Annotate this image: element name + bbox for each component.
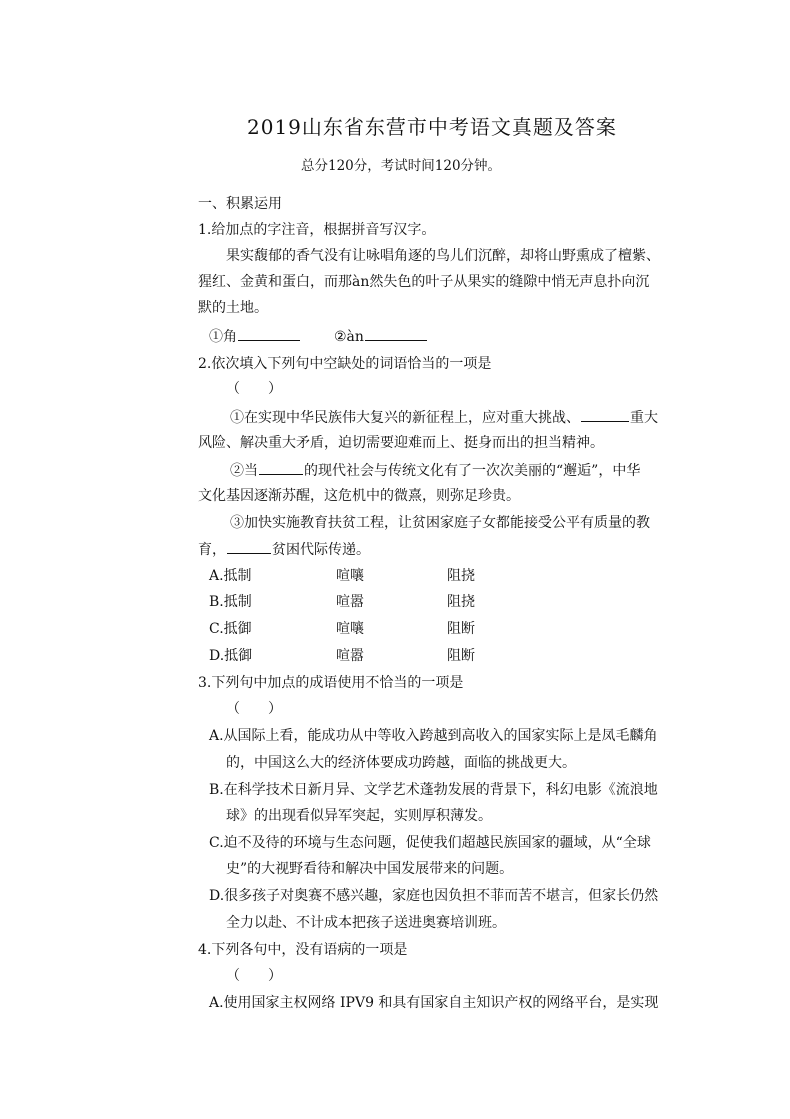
option-col-2: 喧嚷 (336, 568, 364, 584)
q4-option-a-line-1[interactable]: A.使用国家主权网络 IPV9 和具有国家自主知识产权的网络平台，是实现 (209, 995, 659, 1011)
q2-s3-text: 育， (198, 542, 226, 558)
option-col-1: A.抵制 (209, 568, 252, 584)
q2-option-d[interactable] (209, 646, 509, 666)
section-heading: 一、积累运用 (198, 196, 282, 212)
q2-option-a[interactable] (209, 566, 509, 586)
answer-blank[interactable] (365, 326, 427, 341)
q4-stem: 4.下列各句中，没有语病的一项是 (198, 942, 408, 958)
q1-stem: 1.给加点的字注音，根据拼音写汉字。 (198, 222, 436, 238)
option-col-2: 喧嚣 (336, 594, 364, 610)
q3-option-d-line-2: 全力以赴、不计成本把孩子送进奥赛培训班。 (226, 915, 506, 931)
option-col-1: D.抵御 (209, 648, 253, 664)
q2-option-c[interactable] (209, 619, 509, 639)
q2-sentence-3-line-2 (198, 539, 370, 560)
option-col-1: B.抵制 (209, 594, 252, 610)
option-col-3: 阻断 (447, 621, 475, 637)
q3-option-c-line-2: 史”的大视野看待和解决中国发展带来的问题。 (226, 861, 514, 877)
q1-passage-line-2: 猩红、金黄和蛋白，而那àn然失色的叶子从果实的缝隙中悄无声息扑向沉 (198, 274, 650, 290)
answer-blank[interactable] (238, 326, 300, 341)
q3-option-c-line-1[interactable]: C.迫不及待的环境与生态问题，促使我们超越民族国家的疆域，从“全球 (209, 835, 651, 851)
q2-sentence-3-line-1: ③加快实施教育扶贫工程，让贫困家庭子女都能接受公平有质量的教 (230, 515, 650, 531)
q1-answer-2 (334, 326, 428, 347)
q2-s3-text-end: 贫困代际传递。 (272, 542, 370, 558)
q1-answer-1 (209, 326, 301, 347)
q2-sentence-1-line-2: 风险、解决重大矛盾，迫切需要迎难而上、挺身而出的担当精神。 (198, 435, 604, 451)
q2-sentence-2-line-1 (230, 460, 640, 481)
option-col-1: C.抵御 (209, 621, 252, 637)
q3-option-d-line-1[interactable]: D.很多孩子对奥赛不感兴趣，家庭也因负担不菲而苦不堪言，但家长仍然 (209, 888, 659, 904)
q2-option-b[interactable] (209, 592, 509, 612)
q3-paren: （ ） (226, 701, 282, 717)
page-title: 2019山东省东营市中考语文真题及答案 (247, 115, 617, 139)
option-col-3: 阻挠 (447, 594, 475, 610)
option-col-3: 阻挠 (447, 568, 475, 584)
q3-stem: 3.下列句中加点的成语使用不恰当的一项是 (198, 675, 464, 691)
q3-option-b-line-1[interactable]: B.在科学技术日新月异、文学艺术蓬勃发展的背景下，科幻电影《流浪地 (209, 782, 658, 798)
q1-answer-1-label: ①角 (209, 329, 237, 345)
q2-s2-text-end: 的现代社会与传统文化有了一次次美丽的“邂逅”，中华 (304, 463, 641, 479)
option-col-3: 阻断 (447, 648, 475, 664)
q3-option-a-line-1[interactable]: A.从国际上看，能成功从中等收入跨越到高收入的国家实际上是凤毛麟角 (209, 728, 658, 744)
page-subtitle: 总分120分，考试时间120分钟。 (301, 158, 502, 174)
option-col-2: 喧嚣 (336, 648, 364, 664)
q2-paren: （ ） (226, 381, 282, 397)
q1-answer-2-label: ②àn (334, 329, 364, 345)
q3-option-b-line-2: 球》的出现看似异军突起，实则厚积薄发。 (226, 808, 492, 824)
q2-s2-text: ②当 (230, 463, 258, 479)
answer-blank[interactable] (581, 407, 629, 422)
answer-blank[interactable] (227, 539, 271, 554)
q2-sentence-2-line-2: 文化基因逐渐苏醒，这危机中的微熹，则弥足珍贵。 (198, 488, 520, 504)
q2-sentence-1-line-1 (230, 407, 658, 428)
q1-passage-line-1: 果实馥郁的香气没有让咏唱角逐的鸟儿们沉醉，却将山野熏成了檀紫、 (226, 248, 660, 264)
q4-paren: （ ） (226, 968, 282, 984)
q2-s1-text: ①在实现中华民族伟大复兴的新征程上，应对重大挑战、 (230, 410, 580, 426)
q1-passage-line-3: 默的土地。 (198, 300, 268, 316)
q2-stem: 2.依次填入下列句中空缺处的词语恰当的一项是 (198, 356, 492, 372)
answer-blank[interactable] (259, 460, 303, 475)
q2-s1-text-end: 重大 (630, 410, 658, 426)
q3-option-a-line-2: 的，中国这么大的经济体要成功跨越，面临的挑战更大。 (226, 755, 576, 771)
option-col-2: 喧嚷 (336, 621, 364, 637)
